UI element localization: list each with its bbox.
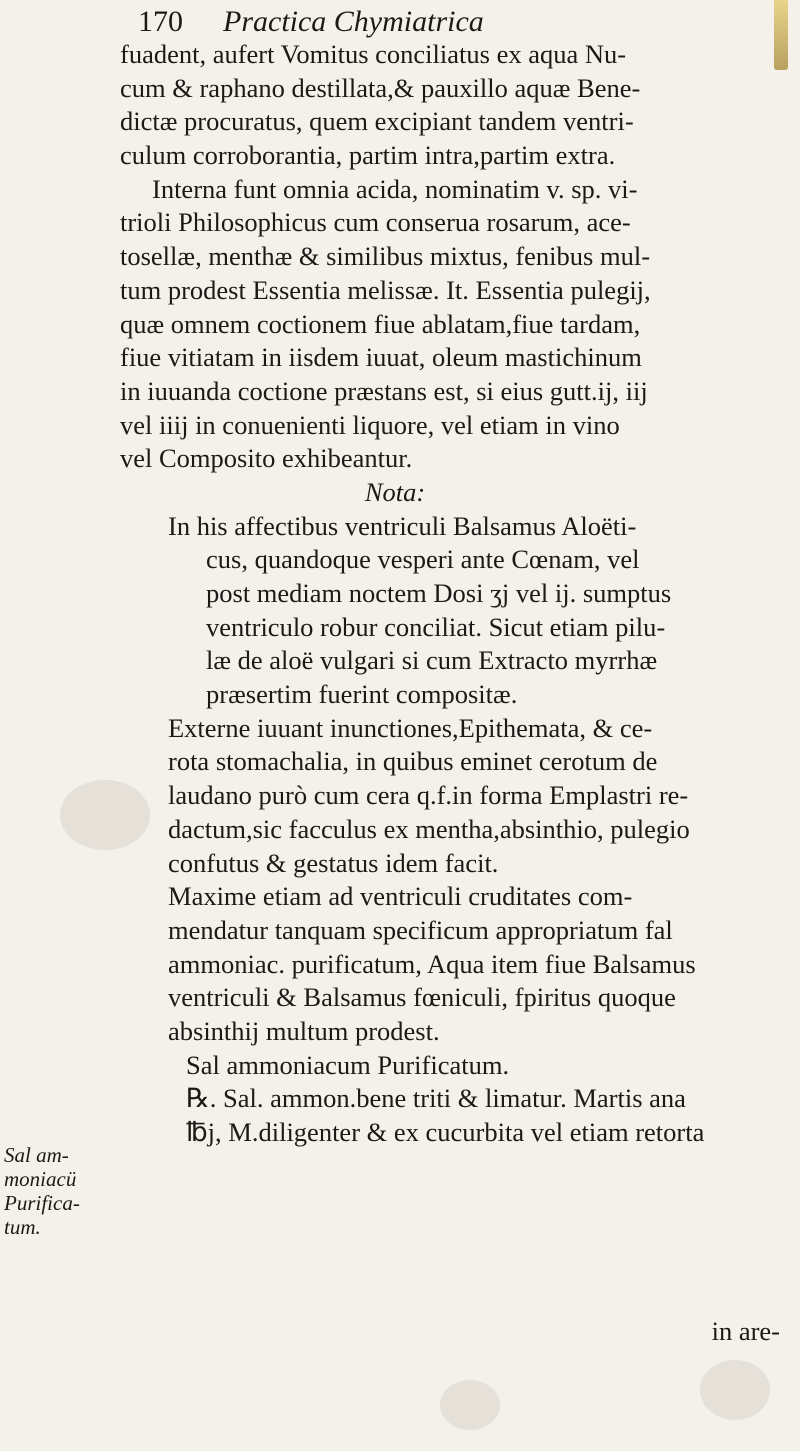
margin-note-line: Purifica- (4, 1191, 80, 1215)
text-line: post mediam noctem Dosi ʒj vel ij. sumptus (206, 578, 672, 608)
margin-note-line: moniacü (4, 1167, 77, 1191)
margin-note (4, 1143, 112, 1239)
text-line: ammoniac. purificatum, Aqua item fiue Balsamus (168, 948, 696, 979)
text-line: ℞. Sal. ammon.bene triti & limatur. Martis ana (186, 1083, 686, 1114)
text-line: dactum,sic facculus ex mentha,absinthio, pulegio (168, 813, 690, 844)
catchword: in are- (711, 1316, 780, 1346)
text-line: cum & raphano destillata,& pauxillo aquæ Bene- (120, 72, 641, 103)
text-line: In his affectibus ventriculi Balsamus Aloëti- (168, 510, 637, 541)
text-line: in iuuanda coctione præstans est, si eius gutt.ij, iij (120, 375, 648, 406)
section-heading-nota: Nota: (364, 476, 426, 507)
text-line: mendatur tanquam specificum appropriatum fal (168, 914, 673, 945)
text-line: dictæ procuratus, quem excipiant tandem ventri- (120, 106, 634, 137)
text-line: Maxime etiam ad ventriculi cruditates com- (168, 881, 633, 912)
text-line: fiue vitiatam in iisdem iuuat, oleum mastichinum (120, 342, 642, 373)
recipe-title: Sal ammoniacum Purificatum. (186, 1049, 510, 1080)
text-line: cus, quandoque vesperi ante Cœnam, vel (206, 544, 640, 575)
text-line: tum prodest Essentia melissæ. It. Essentia pulegij, (120, 274, 651, 305)
text-line: absinthij multum prodest. (168, 1015, 440, 1046)
text-line: vel iiij in conuenienti liquore, vel etiam in vino (120, 409, 620, 440)
text-line: ventriculo robur conciliat. Sicut etiam pilu- (206, 611, 666, 642)
text-line: Externe iuuant inunctiones,Epithemata, & ce- (168, 712, 653, 743)
text-line: quæ omnem coctionem fiue ablatam,fiue tardam, (120, 308, 641, 339)
text-line: confutus & gestatus idem facit. (168, 847, 499, 878)
text-line: Interna funt omnia acida, nominatim v. sp. vi- (152, 173, 638, 204)
paper-stain (60, 780, 150, 850)
text-line: ventriculi & Balsamus fœniculi, fpiritus quoque (168, 982, 676, 1013)
text-line: præsertim fuerint compositæ. (206, 679, 518, 710)
text-line: ℔j, M.diligenter & ex cucurbita vel etiam retorta (186, 1117, 705, 1147)
text-line: læ de aloë vulgari si cum Extracto myrrhæ (206, 645, 658, 676)
text-line: laudano purò cum cera q.f.in forma Emplastri re- (168, 780, 689, 811)
text-line: culum corroborantia, partim intra,partim extra. (120, 140, 616, 171)
text-line: rota stomachalia, in quibus eminet cerotum de (168, 746, 658, 777)
body-text (120, 38, 790, 1150)
margin-note-line: tum. (4, 1215, 41, 1239)
text-line: tosellæ, menthæ & similibus mixtus, fenibus mul- (120, 241, 651, 272)
running-title: Practica Chymiatrica (223, 5, 484, 38)
margin-note-line: Sal am- (4, 1143, 69, 1167)
paper-stain (440, 1380, 500, 1430)
page-number: 170 (138, 5, 183, 38)
paper-stain (700, 1360, 770, 1420)
text-line: trioli Philosophicus cum conserua rosarum, ace- (120, 207, 631, 238)
text-line: fuadent, aufert Vomitus conciliatus ex aqua Nu- (120, 39, 627, 69)
text-line: vel Composito exhibeantur. (120, 443, 413, 474)
